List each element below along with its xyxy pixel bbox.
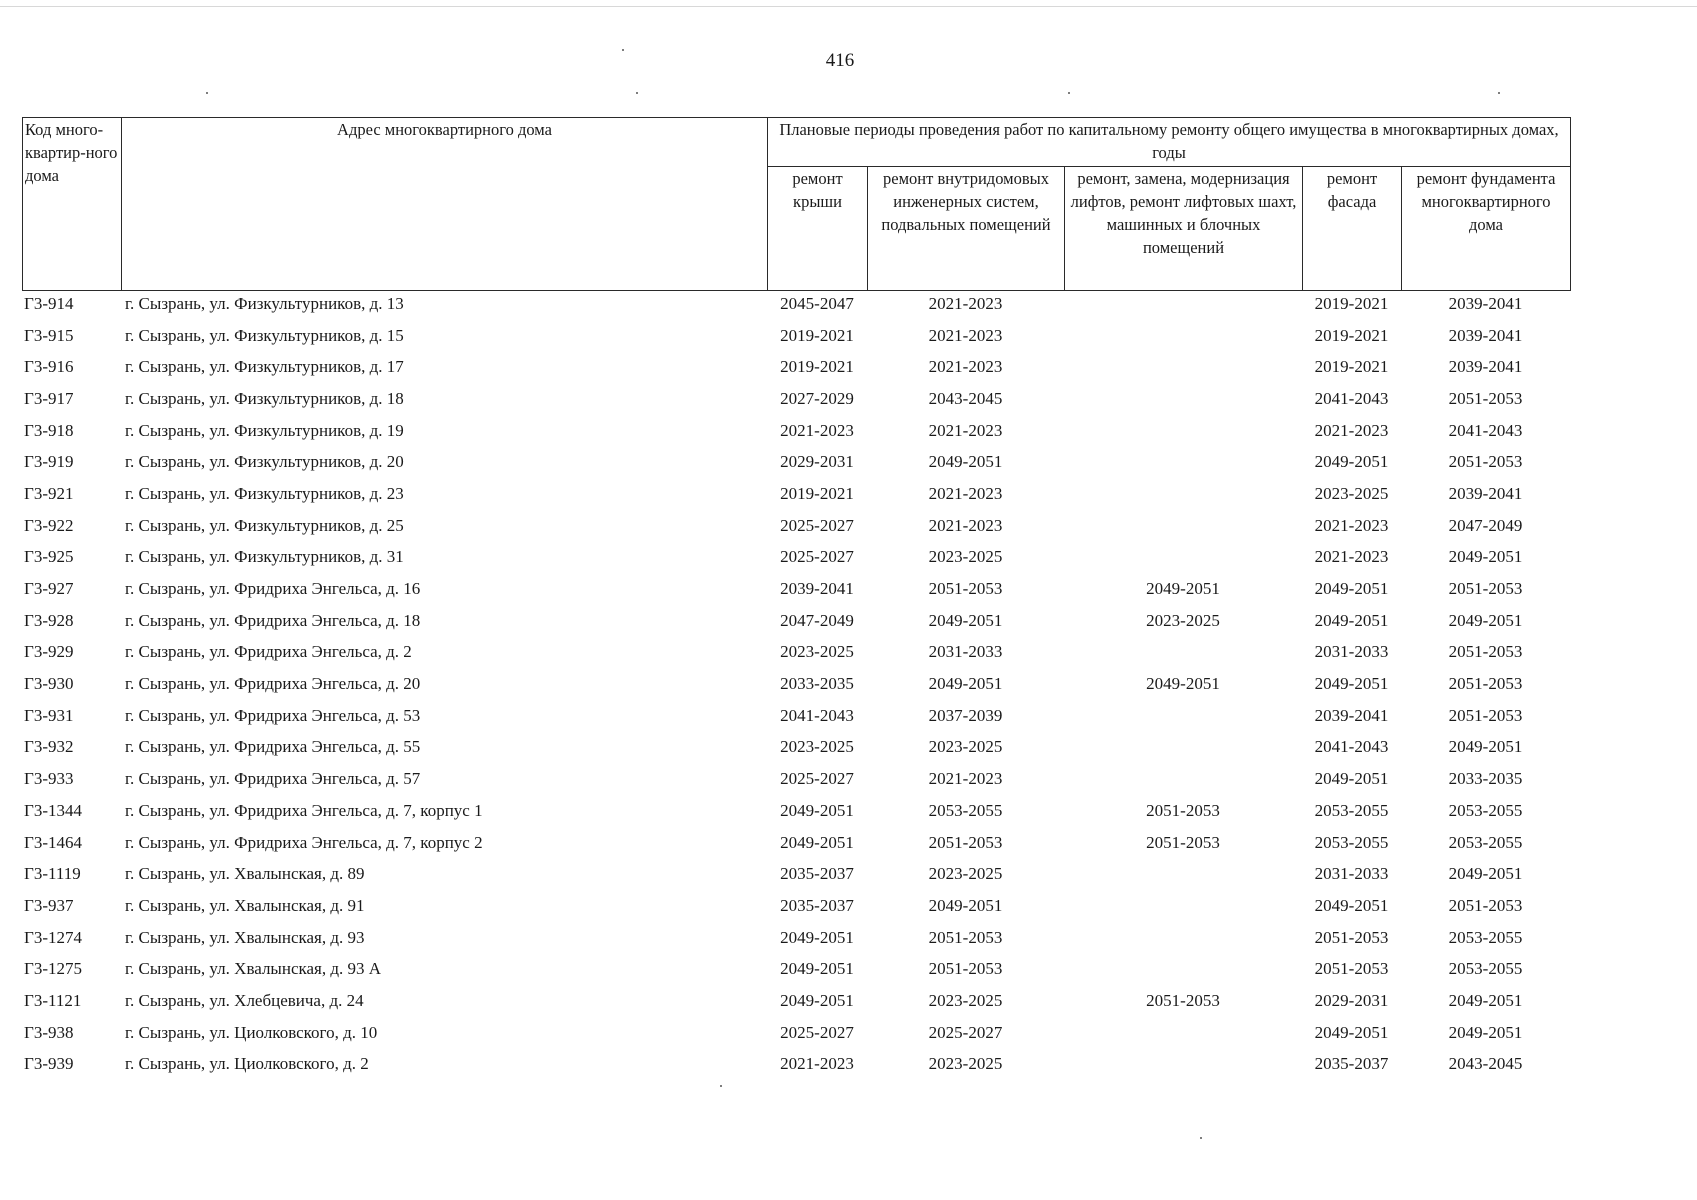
cell-roof: 2025-2027 xyxy=(780,769,854,789)
cell-code: Г3-1274 xyxy=(24,927,82,947)
cell-roof: 2049-2051 xyxy=(780,990,854,1010)
cell-code: Г3-1344 xyxy=(24,800,82,820)
cell-address: г. Сызрань, ул. Физкультурников, д. 17 xyxy=(125,357,404,377)
cell-lifts xyxy=(1064,732,1302,764)
cell-foundation: 2053-2055 xyxy=(1448,832,1523,852)
cell-facade: 2019-2021 xyxy=(1314,357,1389,377)
cell-lifts: 2051-2053 xyxy=(1146,832,1220,852)
cell-lifts xyxy=(1064,953,1302,985)
cell-foundation: 2053-2055 xyxy=(1448,959,1523,979)
cell-foundation: 2033-2035 xyxy=(1448,769,1523,789)
table-row xyxy=(22,637,1570,669)
cell-systems: 2021-2023 xyxy=(928,769,1003,789)
cell-roof: 2027-2029 xyxy=(780,388,854,408)
header-code xyxy=(23,118,122,291)
cell-foundation: 2051-2053 xyxy=(1448,642,1523,662)
cell-foundation: 2047-2049 xyxy=(1448,515,1523,535)
table-row xyxy=(22,288,1570,320)
cell-facade: 2049-2051 xyxy=(1314,452,1389,472)
cell-address: г. Сызрань, ул. Физкультурников, д. 20 xyxy=(125,452,404,472)
cell-code: Г3-937 xyxy=(24,895,74,915)
cell-address: г. Сызрань, ул. Хвалынская, д. 93 А xyxy=(125,959,382,979)
cell-foundation: 2039-2041 xyxy=(1448,293,1523,313)
table-row xyxy=(22,1049,1570,1081)
cell-lifts xyxy=(1064,288,1302,320)
cell-systems: 2021-2023 xyxy=(928,515,1003,535)
cell-roof: 2025-2027 xyxy=(780,515,854,535)
cell-address: г. Сызрань, ул. Физкультурников, д. 23 xyxy=(125,483,404,503)
cell-lifts xyxy=(1064,637,1302,669)
cell-facade: 2049-2051 xyxy=(1314,610,1389,630)
header-facade-text: ремонт фасада xyxy=(1326,169,1378,212)
cell-address: г. Сызрань, ул. Хвалынская, д. 89 xyxy=(125,864,365,884)
top-rule xyxy=(0,6,1697,7)
table-row xyxy=(22,605,1570,637)
cell-code: Г3-922 xyxy=(24,515,74,535)
cell-roof: 2039-2041 xyxy=(780,579,854,599)
cell-systems: 2021-2023 xyxy=(928,483,1003,503)
cell-roof: 2021-2023 xyxy=(780,420,854,440)
cell-facade: 2049-2051 xyxy=(1314,579,1389,599)
table-row xyxy=(22,890,1570,922)
table-row xyxy=(22,795,1570,827)
header-lifts xyxy=(1065,167,1303,291)
cell-address: г. Сызрань, ул. Фридриха Энгельса, д. 20 xyxy=(125,674,421,694)
cell-lifts xyxy=(1064,1049,1302,1081)
table-row xyxy=(22,827,1570,859)
cell-systems: 2051-2053 xyxy=(928,927,1003,947)
cell-foundation: 2051-2053 xyxy=(1448,674,1523,694)
cell-roof: 2035-2037 xyxy=(780,895,854,915)
cell-address: г. Сызрань, ул. Физкультурников, д. 18 xyxy=(125,388,404,408)
cell-address: г. Сызрань, ул. Фридриха Энгельса, д. 53 xyxy=(125,705,421,725)
cell-foundation: 2049-2051 xyxy=(1448,1022,1523,1042)
cell-facade: 2031-2033 xyxy=(1314,864,1389,884)
header-foundation-text: ремонт фундамента многоквартирного дома xyxy=(1416,169,1556,235)
cell-lifts: 2051-2053 xyxy=(1146,800,1220,820)
header-periods xyxy=(768,118,1571,167)
table-body xyxy=(22,288,1570,1080)
table-row xyxy=(22,700,1570,732)
cell-lifts: 2049-2051 xyxy=(1146,674,1220,694)
cell-facade: 2051-2053 xyxy=(1314,927,1389,947)
cell-roof: 2019-2021 xyxy=(780,357,854,377)
cell-roof: 2047-2049 xyxy=(780,610,854,630)
cell-code: Г3-918 xyxy=(24,420,74,440)
cell-address: г. Сызрань, ул. Физкультурников, д. 15 xyxy=(125,325,404,345)
table-header xyxy=(22,117,1571,291)
header-facade xyxy=(1303,167,1402,291)
cell-facade: 2053-2055 xyxy=(1314,832,1389,852)
header-periods-text: Плановые периоды проведения работ по капитальному ремонту общего имущества в многоквартирных домах, годы xyxy=(779,120,1559,162)
cell-lifts xyxy=(1064,922,1302,954)
table-row xyxy=(22,415,1570,447)
cell-facade: 2031-2033 xyxy=(1314,642,1389,662)
cell-facade: 2051-2053 xyxy=(1314,959,1389,979)
table-row xyxy=(22,953,1570,985)
cell-systems: 2023-2025 xyxy=(928,547,1003,567)
cell-systems: 2037-2039 xyxy=(928,705,1003,725)
cell-facade: 2039-2041 xyxy=(1314,705,1389,725)
table-row xyxy=(22,510,1570,542)
cell-foundation: 2051-2053 xyxy=(1448,452,1523,472)
table-rows xyxy=(22,288,1570,1080)
scan-speck xyxy=(1068,92,1070,94)
header-address xyxy=(122,118,768,291)
cell-code: Г3-916 xyxy=(24,357,74,377)
header-address-text: Адрес многоквартирного дома xyxy=(337,120,552,139)
cell-roof: 2049-2051 xyxy=(780,832,854,852)
cell-systems: 2031-2033 xyxy=(928,642,1003,662)
cell-facade: 2041-2043 xyxy=(1314,388,1389,408)
cell-roof: 2049-2051 xyxy=(780,927,854,947)
header-lifts-text: ремонт, замена, модернизация лифтов, ремонт лифтовых шахт, машинных и блочных помещений xyxy=(1070,169,1297,258)
table-row xyxy=(22,383,1570,415)
cell-lifts xyxy=(1064,763,1302,795)
scan-speck xyxy=(206,92,208,94)
cell-lifts xyxy=(1064,700,1302,732)
cell-address: г. Сызрань, ул. Хвалынская, д. 91 xyxy=(125,895,365,915)
cell-systems: 2025-2027 xyxy=(928,1022,1003,1042)
cell-roof: 2029-2031 xyxy=(780,452,854,472)
cell-code: Г3-932 xyxy=(24,737,74,757)
table-row xyxy=(22,542,1570,574)
cell-systems: 2021-2023 xyxy=(928,293,1003,313)
table-row xyxy=(22,763,1570,795)
cell-foundation: 2053-2055 xyxy=(1448,800,1523,820)
cell-systems: 2051-2053 xyxy=(928,959,1003,979)
cell-facade: 2029-2031 xyxy=(1314,990,1389,1010)
cell-lifts xyxy=(1064,890,1302,922)
header-systems-text: ремонт внутридомовых инженерных систем, подвальных помещений xyxy=(881,169,1051,235)
cell-lifts xyxy=(1064,415,1302,447)
cell-facade: 2021-2023 xyxy=(1314,515,1389,535)
cell-lifts: 2049-2051 xyxy=(1146,579,1220,599)
header-systems xyxy=(868,167,1065,291)
cell-address: г. Сызрань, ул. Фридриха Энгельса, д. 16 xyxy=(125,579,421,599)
cell-roof: 2023-2025 xyxy=(780,642,854,662)
table-row xyxy=(22,351,1570,383)
cell-facade: 2035-2037 xyxy=(1314,1054,1389,1074)
cell-address: г. Сызрань, ул. Фридриха Энгельса, д. 2 xyxy=(125,642,412,662)
table-row xyxy=(22,1017,1570,1049)
cell-systems: 2049-2051 xyxy=(928,895,1003,915)
cell-foundation: 2049-2051 xyxy=(1448,737,1523,757)
cell-facade: 2019-2021 xyxy=(1314,293,1389,313)
cell-code: Г3-927 xyxy=(24,579,74,599)
cell-facade: 2023-2025 xyxy=(1314,483,1389,503)
cell-facade: 2049-2051 xyxy=(1314,769,1389,789)
cell-code: Г3-929 xyxy=(24,642,74,662)
cell-systems: 2021-2023 xyxy=(928,420,1003,440)
cell-address: г. Сызрань, ул. Хвалынская, д. 93 xyxy=(125,927,365,947)
cell-foundation: 2053-2055 xyxy=(1448,927,1523,947)
cell-lifts: 2051-2053 xyxy=(1146,990,1220,1010)
cell-systems: 2049-2051 xyxy=(928,674,1003,694)
cell-address: г. Сызрань, ул. Физкультурников, д. 13 xyxy=(125,293,404,313)
cell-systems: 2021-2023 xyxy=(928,357,1003,377)
cell-roof: 2019-2021 xyxy=(780,325,854,345)
cell-code: Г3-931 xyxy=(24,705,74,725)
cell-lifts xyxy=(1064,478,1302,510)
cell-foundation: 2049-2051 xyxy=(1448,990,1523,1010)
cell-code: Г3-1119 xyxy=(24,864,81,884)
cell-address: г. Сызрань, ул. Фридриха Энгельса, д. 7, корпус 2 xyxy=(125,832,483,852)
cell-roof: 2035-2037 xyxy=(780,864,854,884)
cell-roof: 2045-2047 xyxy=(780,293,854,313)
header-roof-text: ремонт крыши xyxy=(792,169,843,212)
cell-lifts xyxy=(1064,510,1302,542)
cell-facade: 2019-2021 xyxy=(1314,325,1389,345)
cell-code: Г3-930 xyxy=(24,674,74,694)
cell-code: Г3-914 xyxy=(24,293,74,313)
cell-systems: 2023-2025 xyxy=(928,990,1003,1010)
cell-lifts xyxy=(1064,351,1302,383)
cell-foundation: 2039-2041 xyxy=(1448,325,1523,345)
cell-code: Г3-928 xyxy=(24,610,74,630)
cell-code: Г3-1464 xyxy=(24,832,82,852)
cell-lifts xyxy=(1064,320,1302,352)
table-row xyxy=(22,478,1570,510)
table-row xyxy=(22,858,1570,890)
table-row xyxy=(22,985,1570,1017)
cell-foundation: 2043-2045 xyxy=(1448,1054,1523,1074)
cell-address: г. Сызрань, ул. Физкультурников, д. 31 xyxy=(125,547,404,567)
scan-speck xyxy=(720,1085,722,1087)
cell-address: г. Сызрань, ул. Фридриха Энгельса, д. 57 xyxy=(125,769,421,789)
cell-address: г. Сызрань, ул. Физкультурников, д. 19 xyxy=(125,420,404,440)
cell-foundation: 2041-2043 xyxy=(1448,420,1523,440)
table-row xyxy=(22,320,1570,352)
cell-code: Г3-939 xyxy=(24,1054,74,1074)
cell-address: г. Сызрань, ул. Физкультурников, д. 25 xyxy=(125,515,404,535)
cell-code: Г3-1121 xyxy=(24,990,82,1010)
cell-roof: 2021-2023 xyxy=(780,1054,854,1074)
header-foundation xyxy=(1402,167,1571,291)
cell-foundation: 2049-2051 xyxy=(1448,547,1523,567)
scan-speck xyxy=(636,92,638,94)
cell-systems: 2049-2051 xyxy=(928,610,1003,630)
cell-foundation: 2039-2041 xyxy=(1448,357,1523,377)
cell-address: г. Сызрань, ул. Циолковского, д. 2 xyxy=(125,1054,369,1074)
cell-code: Г3-921 xyxy=(24,483,74,503)
scan-speck xyxy=(1200,1137,1202,1139)
table-row xyxy=(22,922,1570,954)
header-roof xyxy=(768,167,868,291)
cell-foundation: 2051-2053 xyxy=(1448,705,1523,725)
cell-facade: 2021-2023 xyxy=(1314,420,1389,440)
table-row xyxy=(22,732,1570,764)
header-code-text: Код много-квартир-ного дома xyxy=(25,120,118,185)
cell-lifts xyxy=(1064,446,1302,478)
table-row xyxy=(22,668,1570,700)
cell-roof: 2025-2027 xyxy=(780,547,854,567)
table-row xyxy=(22,573,1570,605)
cell-lifts: 2023-2025 xyxy=(1146,610,1220,630)
cell-facade: 2049-2051 xyxy=(1314,895,1389,915)
page-number: 416 xyxy=(825,50,855,71)
cell-systems: 2043-2045 xyxy=(928,388,1003,408)
cell-systems: 2023-2025 xyxy=(928,864,1003,884)
cell-roof: 2025-2027 xyxy=(780,1022,854,1042)
cell-lifts xyxy=(1064,1017,1302,1049)
cell-roof: 2049-2051 xyxy=(780,800,854,820)
scan-speck xyxy=(1498,92,1500,94)
cell-foundation: 2039-2041 xyxy=(1448,483,1523,503)
table-row xyxy=(22,446,1570,478)
scan-speck xyxy=(622,49,624,51)
cell-code: Г3-919 xyxy=(24,452,74,472)
cell-facade: 2049-2051 xyxy=(1314,674,1389,694)
cell-systems: 2053-2055 xyxy=(928,800,1003,820)
cell-facade: 2053-2055 xyxy=(1314,800,1389,820)
cell-foundation: 2051-2053 xyxy=(1448,895,1523,915)
cell-code: Г3-933 xyxy=(24,769,74,789)
cell-systems: 2051-2053 xyxy=(928,832,1003,852)
cell-code: Г3-915 xyxy=(24,325,74,345)
cell-address: г. Сызрань, ул. Фридриха Энгельса, д. 7, корпус 1 xyxy=(125,800,483,820)
cell-code: Г3-917 xyxy=(24,388,74,408)
cell-address: г. Сызрань, ул. Фридриха Энгельса, д. 18 xyxy=(125,610,421,630)
cell-code: Г3-1275 xyxy=(24,959,82,979)
cell-roof: 2023-2025 xyxy=(780,737,854,757)
cell-lifts xyxy=(1064,858,1302,890)
cell-facade: 2049-2051 xyxy=(1314,1022,1389,1042)
cell-code: Г3-938 xyxy=(24,1022,74,1042)
cell-foundation: 2051-2053 xyxy=(1448,579,1523,599)
cell-roof: 2049-2051 xyxy=(780,959,854,979)
cell-foundation: 2049-2051 xyxy=(1448,864,1523,884)
cell-systems: 2023-2025 xyxy=(928,737,1003,757)
cell-code: Г3-925 xyxy=(24,547,74,567)
cell-facade: 2021-2023 xyxy=(1314,547,1389,567)
cell-systems: 2021-2023 xyxy=(928,325,1003,345)
cell-lifts xyxy=(1064,383,1302,415)
cell-lifts xyxy=(1064,542,1302,574)
cell-address: г. Сызрань, ул. Хлебцевича, д. 24 xyxy=(125,990,364,1010)
cell-roof: 2019-2021 xyxy=(780,483,854,503)
cell-systems: 2049-2051 xyxy=(928,452,1003,472)
cell-roof: 2033-2035 xyxy=(780,674,854,694)
cell-facade: 2041-2043 xyxy=(1314,737,1389,757)
cell-address: г. Сызрань, ул. Циолковского, д. 10 xyxy=(125,1022,378,1042)
cell-foundation: 2051-2053 xyxy=(1448,388,1523,408)
cell-systems: 2023-2025 xyxy=(928,1054,1003,1074)
cell-foundation: 2049-2051 xyxy=(1448,610,1523,630)
cell-systems: 2051-2053 xyxy=(928,579,1003,599)
cell-roof: 2041-2043 xyxy=(780,705,854,725)
cell-address: г. Сызрань, ул. Фридриха Энгельса, д. 55 xyxy=(125,737,421,757)
